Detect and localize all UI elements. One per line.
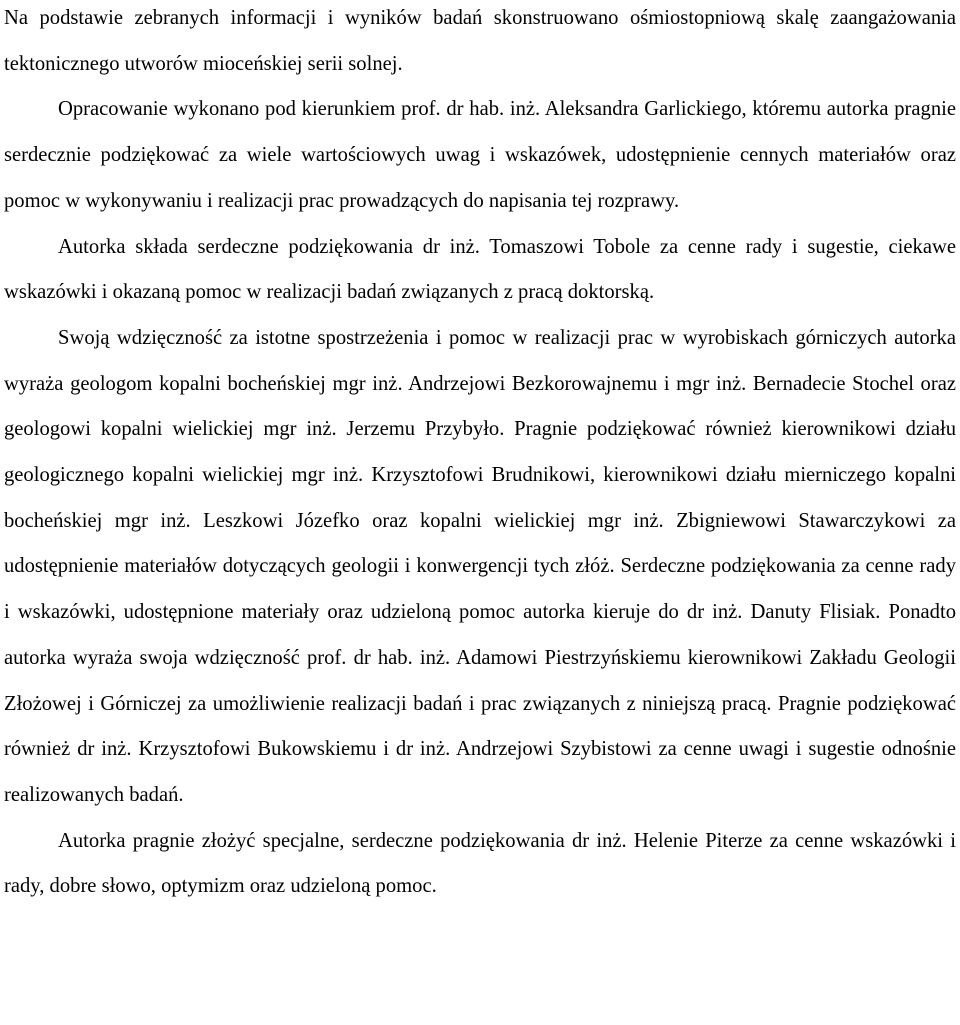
paragraph-mine-geologists-thanks: Swoją wdzięczność za istotne spostrzeżenia i pomoc w realizacji prac w wyrobiskach górniczych autorka wyraża geologom kopalni bocheńskiej mgr inż. Andrzejowi Bezkorowajnemu i mgr inż. Bernadecie Stochel oraz geologowi kopalni wielickiej mgr inż. Jerzemu Przybyło. Pragnie podziękować również kierownikowi działu geologicznego kopalni wielickiej mgr inż. Krzysztofowi Brudnikowi, kierownikowi działu mierniczego kopalni bocheńskiej mgr inż. Leszkowi Józefko oraz kopalni wielickiej mgr inż. Zbigniewowi Stawarczykowi za udostępnienie materiałów dotyczących geologii i konwergencji tych złóż. Serdeczne podziękowania za cenne rady i wskazówki, udostępnione materiały oraz udzieloną pomoc autorka kieruje do dr inż. Danuty Flisiak. Ponadto autorka wyraża swoja wdzięczność prof. dr hab. inż. Adamowi Piestrzyńskiemu kierownikowi Zakładu Geologii Złożowej i Górniczej za umożliwienie realizacji badań i prac związanych z niniejszą pracą. Pragnie podziękować również dr inż. Krzysztofowi Bukowskiemu i dr inż. Andrzejowi Szybistowi za cenne uwagi i sugestie odnośnie realizowanych badań. <box>4 326 956 806</box>
paragraph-tobola-thanks: Autorka składa serdeczne podziękowania dr inż. Tomaszowi Tobole za cenne rady i sugestie, ciekawe wskazówki i okazaną pomoc w realizacji badań związanych z pracą doktorską. <box>4 235 956 304</box>
paragraph-scale-summary: Na podstawie zebranych informacji i wyników badań skonstruowano ośmiostopniową skalę zaangażowania tektonicznego utworów mioceńskiej serii solnej. <box>4 7 956 75</box>
paragraph-supervisor-thanks: Opracowanie wykonano pod kierunkiem prof. dr hab. inż. Aleksandra Garlickiego, któremu autorka pragnie serdecznie podziękować za wiele wartościowych uwag i wskazówek, udostępnienie cennych materiałów oraz pomoc w wykonywaniu i realizacji prac prowadzących do napisania tej rozprawy. <box>4 98 956 212</box>
paragraph-pitera-thanks: Autorka pragnie złożyć specjalne, serdeczne podziękowania dr inż. Helenie Piterze za cenne wskazówki i rady, dobre słowo, optymizm oraz udzieloną pomoc. <box>4 829 956 898</box>
